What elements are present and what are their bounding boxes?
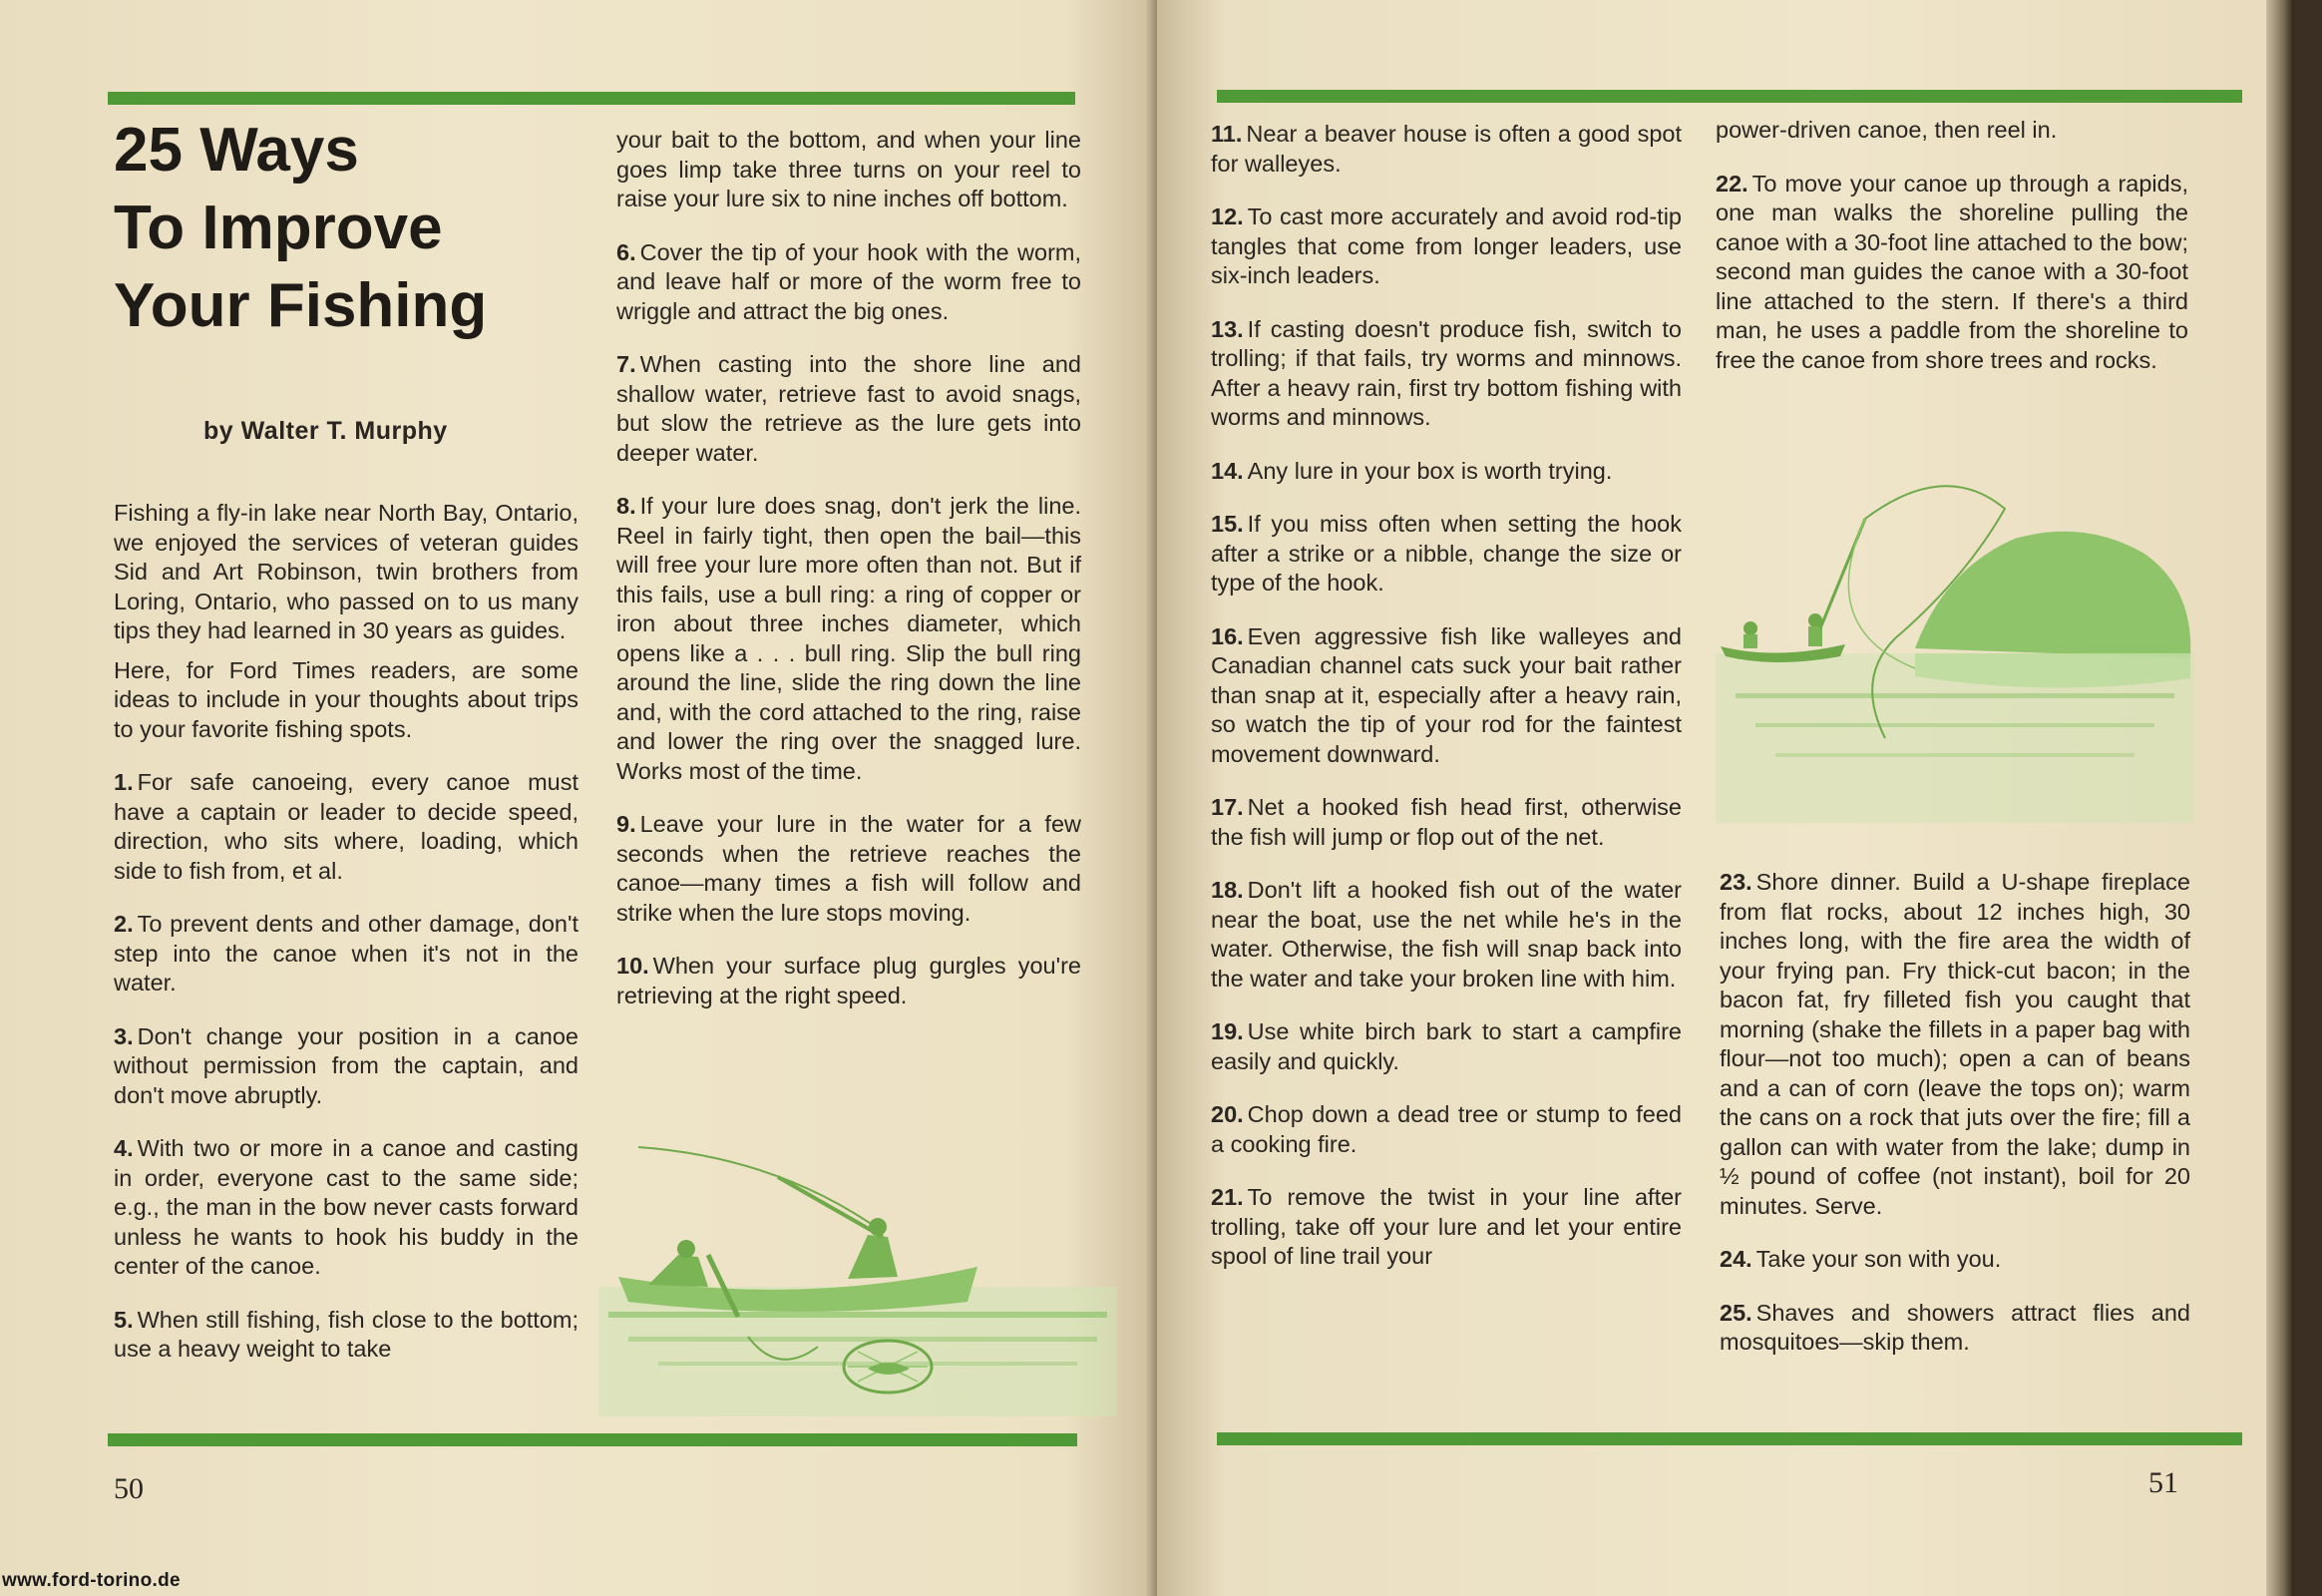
tip-number: 11.	[1211, 121, 1243, 147]
tip-number: 4.	[114, 1135, 134, 1161]
tip-text: With two or more in a canoe and casting in order, everyone cast to the same side; e.g., the man in the bow never casts forward unless he wants to hook his buddy in the center of the canoe.	[114, 1135, 579, 1279]
column-3	[1211, 120, 1682, 1296]
tip-number: 24.	[1720, 1246, 1752, 1272]
tip-number: 6.	[616, 238, 636, 265]
tip-19	[1211, 1017, 1682, 1076]
tip-9	[616, 810, 1081, 928]
tip-text: Net a hooked fish head first, otherwise the fish will jump or flop out of the net.	[1211, 794, 1682, 850]
tip-number: 1.	[114, 769, 134, 795]
tip-text: If your lure does snag, don't jerk the line. Reel in fairly tight, then open the bail—this will free your lure more often than not. But if this fails, use a bull ring: a ring of copper or iron about three inches diameter, which opens like a . . . bull ring. Slip the bull ring around the line, slide the ring down the line and, with the cord attached to the ring, raise and lower the ring over the snagged lure. Works most of the time.	[616, 493, 1081, 784]
tip-number: 10.	[616, 953, 649, 979]
tip-text: When your surface plug gurgles you're retrieving at the right speed.	[616, 953, 1081, 1008]
tip-23	[1720, 868, 2190, 1221]
tip-text: Shore dinner. Build a U-shape fireplace from flat rocks, about 12 inches high, 30 inches long, with the fire area the width of your frying pan. Fry thick-cut bacon; in the bacon fat, fry filleted fish you caught that morning (shake the fillets in a paper bag with flour—not too much); open a can of beans and a can of corn (leave the tops on); warm the cans on a rock that juts over the fire; fill a gallon can with water from the lake; dump in ½ pound of coffee (not instant), boil for 20 minutes. Serve.	[1720, 869, 2190, 1219]
page-number-right: 51	[2148, 1466, 2178, 1499]
tip-text: Shaves and showers attract flies and mosquitoes—skip them.	[1720, 1299, 2190, 1355]
tip-14	[1211, 457, 1682, 487]
tip-number: 13.	[1211, 315, 1244, 342]
tip-text: When still fishing, fish close to the bottom; use a heavy weight to take	[114, 1306, 579, 1362]
tip-number: 23.	[1720, 869, 1752, 895]
tip-number: 9.	[616, 811, 636, 837]
tip-text: Don't lift a hooked fish out of the water near the boat, use the net while he's in the water. Otherwise, the fish will snap back into the water and take your broken line with him.	[1211, 877, 1682, 992]
bottom-rule-right	[1217, 1432, 2242, 1445]
tip-18	[1211, 876, 1682, 994]
intro-paragraph-2: Here, for Ford Times readers, are some ideas to include in your thoughts about trips to your favorite fishing spots.	[114, 656, 579, 742]
tip-21	[1211, 1183, 1682, 1272]
tip-text: Even aggressive fish like walleyes and Canadian channel cats suck your bait rather than snap at it, especially after a heavy rain, so watch the tip of your rod for the faintest movement downward.	[1211, 622, 1682, 767]
tip-number: 18.	[1211, 877, 1244, 903]
tip-text: Near a beaver house is often a good spot for walleyes.	[1211, 121, 1682, 177]
page-edge-shadow	[2266, 0, 2294, 1596]
tip-text: Use white birch bark to start a campfire easily and quickly.	[1211, 1018, 1682, 1074]
tip-number: 25.	[1720, 1299, 1752, 1326]
tip-25	[1720, 1299, 2190, 1358]
column-4-bottom	[1720, 868, 2190, 1382]
tip-text: Any lure in your box is worth trying.	[1247, 457, 1613, 484]
bottom-rule-left	[108, 1433, 1077, 1446]
tip-text: Leave your lure in the water for a few seconds when the retrieve reaches the canoe—many times a fish will follow and strike when the lure stops moving.	[616, 811, 1081, 926]
byline: by Walter T. Murphy	[203, 417, 448, 445]
tip-21-continued: power-driven canoe, then reel in.	[1716, 117, 2058, 143]
left-page	[0, 0, 1157, 1596]
tip-text: If you miss often when setting the hook after a strike or a nibble, change the size or type of the hook.	[1211, 511, 1682, 596]
tip-number: 3.	[114, 1022, 134, 1049]
tip-number: 5.	[114, 1306, 134, 1333]
canoe-casting-near-island-illustration	[1716, 439, 2194, 858]
tip-number: 14.	[1211, 457, 1244, 484]
column-1	[114, 499, 579, 1389]
tip-text: To prevent dents and other damage, don't step into the canoe when it's not in the water.	[114, 911, 579, 996]
tip-15	[1211, 510, 1682, 598]
tip-text: To cast more accurately and avoid rod-tip tangles that come from longer leaders, use six-inch leaders.	[1211, 203, 1682, 288]
tip-17	[1211, 793, 1682, 852]
watermark: www.ford-torino.de	[2, 1570, 181, 1591]
tip-text: Take your son with you.	[1755, 1246, 2002, 1272]
tip-number: 16.	[1211, 622, 1244, 649]
tip-13	[1211, 315, 1682, 433]
tip-number: 21.	[1211, 1184, 1244, 1210]
tip-6	[616, 238, 1081, 327]
tip-2	[114, 910, 579, 998]
tip-4	[114, 1134, 579, 1282]
tip-number: 12.	[1211, 203, 1244, 229]
canoe-netting-fish-illustration	[598, 1137, 1117, 1416]
tip-number: 2.	[114, 911, 134, 937]
tip-text: If casting doesn't produce fish, switch to trolling; if that fails, try worms and minnows. After a heavy rain, first try bottom fishing with worms and minnows.	[1211, 315, 1682, 430]
top-rule-left	[108, 92, 1075, 105]
column-4-top	[1716, 116, 2188, 399]
article-title	[114, 112, 582, 345]
tip-number: 15.	[1211, 511, 1244, 537]
tip-number: 17.	[1211, 794, 1244, 820]
tip-5-continued: your bait to the bottom, and when your line goes limp take three turns on your reel to raise your lure six to nine inches off bottom.	[616, 127, 1081, 211]
tip-text: Cover the tip of your hook with the worm, and leave half or more of the worm free to wriggle and attract the big ones.	[616, 238, 1081, 324]
tip-20	[1211, 1100, 1682, 1159]
tip-text: For safe canoeing, every canoe must have a captain or leader to decide speed, direction, who sits where, loading, which side to fish from, et al.	[114, 769, 579, 884]
tip-number: 7.	[616, 351, 636, 377]
tip-text: When casting into the shore line and shallow water, retrieve fast to avoid snags, but slow the retrieve as the lure gets into deeper water.	[616, 351, 1081, 466]
tip-text: Don't change your position in a canoe without permission from the captain, and don't move abruptly.	[114, 1022, 579, 1108]
tip-10	[616, 952, 1081, 1010]
tip-1	[114, 768, 579, 886]
tip-5	[114, 1306, 579, 1365]
tip-number: 22.	[1716, 170, 1748, 197]
tip-number: 19.	[1211, 1018, 1244, 1044]
tip-text: Chop down a dead tree or stump to feed a cooking fire.	[1211, 1101, 1682, 1157]
tip-number: 20.	[1211, 1101, 1244, 1127]
tip-number: 8.	[616, 493, 636, 519]
title-line-1: 25 Ways	[114, 116, 359, 185]
title-line-2: To Improve	[114, 194, 443, 262]
tip-11	[1211, 120, 1682, 179]
tip-text: To move your canoe up through a rapids, one man walks the shoreline pulling the canoe with a 30-foot line attached to the bow; second man guides the canoe with a 30-foot line attached to the stern. If there's a third man, he uses a paddle from the shoreline to free the canoe from shore trees and rocks.	[1716, 170, 2188, 373]
tip-7	[616, 350, 1081, 468]
intro-paragraph-1: Fishing a fly-in lake near North Bay, Ontario, we enjoyed the services of veteran guides Sid and Art Robinson, twin brothers from Loring, Ontario, who passed on to us many tips they had learned in 30 years as guides.	[114, 500, 579, 643]
right-page	[1157, 0, 2294, 1596]
tip-24	[1720, 1245, 2190, 1275]
tip-8	[616, 492, 1081, 786]
tip-text: To remove the twist in your line after trolling, take off your lure and let your entire spool of line trail your	[1211, 1184, 1682, 1269]
column-2	[616, 126, 1081, 1034]
tip-3	[114, 1022, 579, 1111]
title-line-3: Your Fishing	[114, 271, 488, 340]
tip-16	[1211, 622, 1682, 770]
page-number-left: 50	[114, 1472, 144, 1505]
tip-12	[1211, 202, 1682, 291]
top-rule-right	[1217, 90, 2242, 103]
tip-22	[1716, 170, 2188, 376]
